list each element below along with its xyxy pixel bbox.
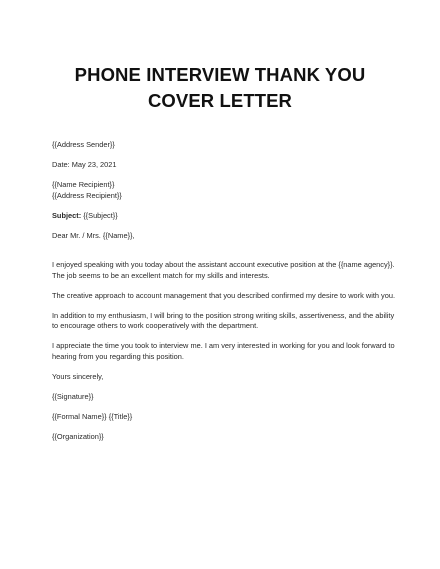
paragraph-4: I appreciate the time you took to interview me. I am very interested in working for you and look forward to hearing from you regarding this position. bbox=[52, 341, 395, 361]
paragraph-1: I enjoyed speaking with you today about the assistant account executive position at the {{name agency}}. The job seems to be an excellent match for my skills and interests. bbox=[52, 260, 395, 280]
paragraph-2: The creative approach to account management that you described confirmed my desire to work with you. bbox=[52, 290, 396, 300]
recipient-block bbox=[52, 180, 397, 201]
paragraph-3: In addition to my enthusiasm, I will bring to the position strong writing skills, assertiveness, and the ability to encourage others to work cooperatively with the department. bbox=[52, 310, 395, 330]
subject-label: Subject: bbox=[52, 210, 82, 220]
salutation: Dear Mr. / Mrs. {{Name}}, bbox=[52, 230, 135, 240]
closing: Yours sincerely, bbox=[52, 371, 104, 381]
address-recipient: {{Address Recipient}} bbox=[52, 190, 122, 200]
letter-date: Date: May 23, 2021 bbox=[52, 160, 117, 169]
address-sender: {{Address Sender}} bbox=[52, 140, 115, 149]
subject-value: {{Subject}} bbox=[81, 210, 118, 220]
signature: {{Signature}} bbox=[52, 391, 94, 401]
formal-name-title: {{Formal Name}} {{Title}} bbox=[52, 411, 133, 421]
subject-line bbox=[52, 211, 397, 222]
letter-body bbox=[52, 140, 397, 452]
organization: {{Organization}} bbox=[52, 431, 104, 441]
name-recipient: {{Name Recipient}} bbox=[52, 180, 115, 189]
letter-title: PHONE INTERVIEW THANK YOU COVER LETTER bbox=[74, 64, 366, 111]
